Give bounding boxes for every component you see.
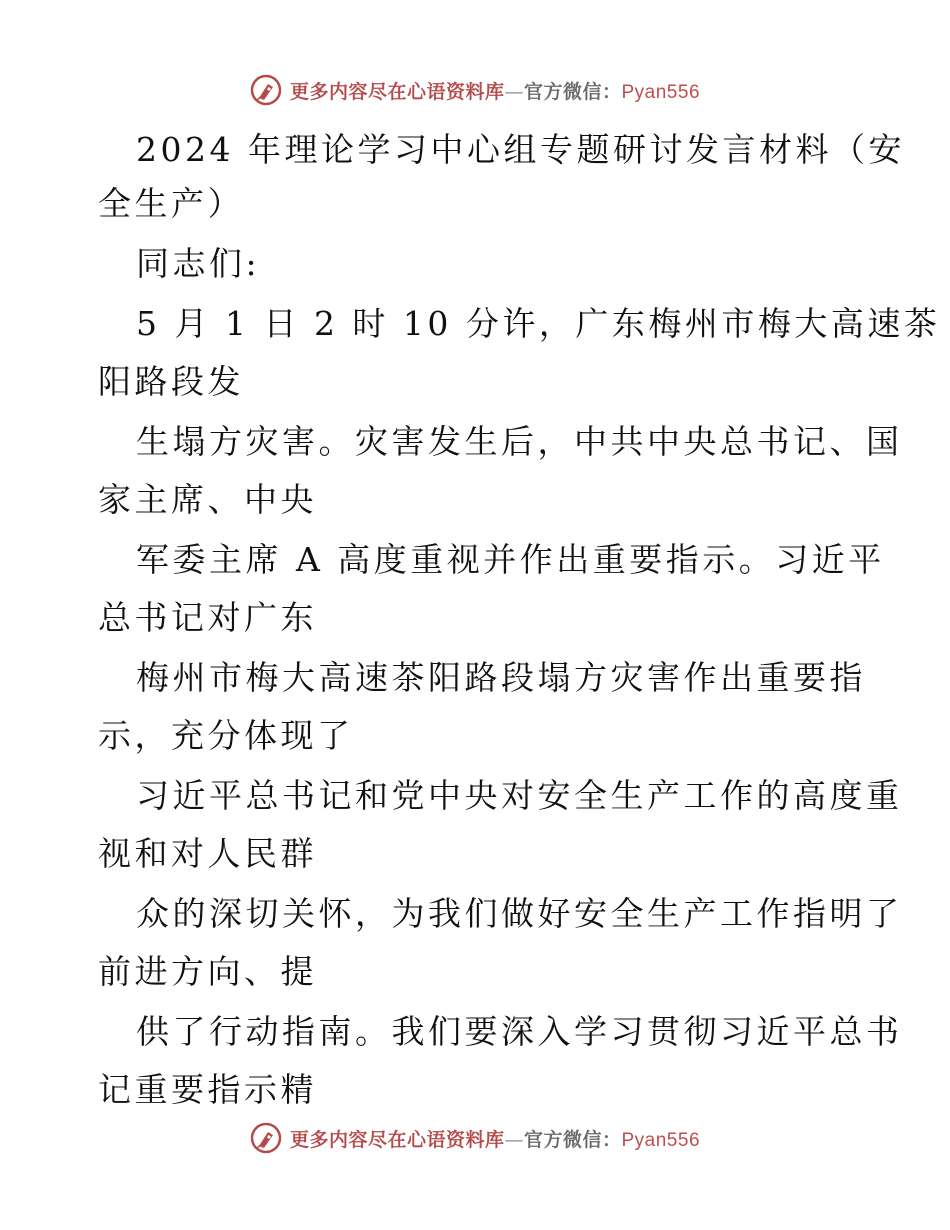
paragraph-line: 总书记对广东 [98, 598, 317, 637]
pen-nib-logo-icon [250, 74, 282, 106]
watermark-dash: — [504, 80, 524, 103]
watermark-dash: — [504, 1128, 524, 1151]
paragraph-line: 阳路段发 [98, 362, 244, 401]
watermark-text [290, 77, 700, 104]
watermark-main: 更多内容尽在心语资料库 [289, 80, 505, 103]
paragraph-line: 众的深切关怀，为我们做好安全生产工作指明了 [136, 894, 903, 933]
paragraph-line: 5 月 1 日 2 时 10 分许，广东梅州市梅大高速茶 [136, 304, 941, 343]
title-line-1: 2024 年理论学习中心组专题研讨发言材料（安 [136, 130, 905, 169]
paragraph-line: 记重要指示精 [98, 1070, 317, 1109]
salutation: 同志们: [136, 244, 261, 283]
paragraph-line: 示，充分体现了 [98, 716, 354, 755]
watermark-wechat-label: 官方微信： [523, 80, 622, 103]
paragraph-line: 生塌方灾害。灾害发生后，中共中央总书记、国 [136, 422, 903, 461]
pen-nib-logo-icon [250, 1122, 282, 1154]
paragraph-line: 家主席、中央 [98, 480, 317, 519]
paragraph-line: 前进方向、提 [98, 952, 317, 991]
watermark-text [290, 1125, 700, 1152]
footer-watermark [0, 1118, 950, 1158]
watermark-wechat-label: 官方微信： [523, 1128, 622, 1151]
watermark-main: 更多内容尽在心语资料库 [289, 1128, 505, 1151]
watermark-wechat-id: Pyan556 [621, 81, 701, 103]
watermark-wechat-id: Pyan556 [621, 1129, 701, 1151]
title-line-2: 全生产） [98, 184, 244, 223]
paragraph-line: 视和对人民群 [98, 834, 317, 873]
paragraph-line: 供了行动指南。我们要深入学习贯彻习近平总书 [136, 1012, 903, 1051]
paragraph-line: 习近平总书记和党中央对安全生产工作的高度重 [136, 776, 903, 815]
header-watermark [0, 70, 950, 110]
paragraph-line: 梅州市梅大高速茶阳路段塌方灾害作出重要指 [136, 658, 866, 697]
paragraph-line: 军委主席 A 高度重视并作出重要指示。习近平 [136, 540, 885, 579]
